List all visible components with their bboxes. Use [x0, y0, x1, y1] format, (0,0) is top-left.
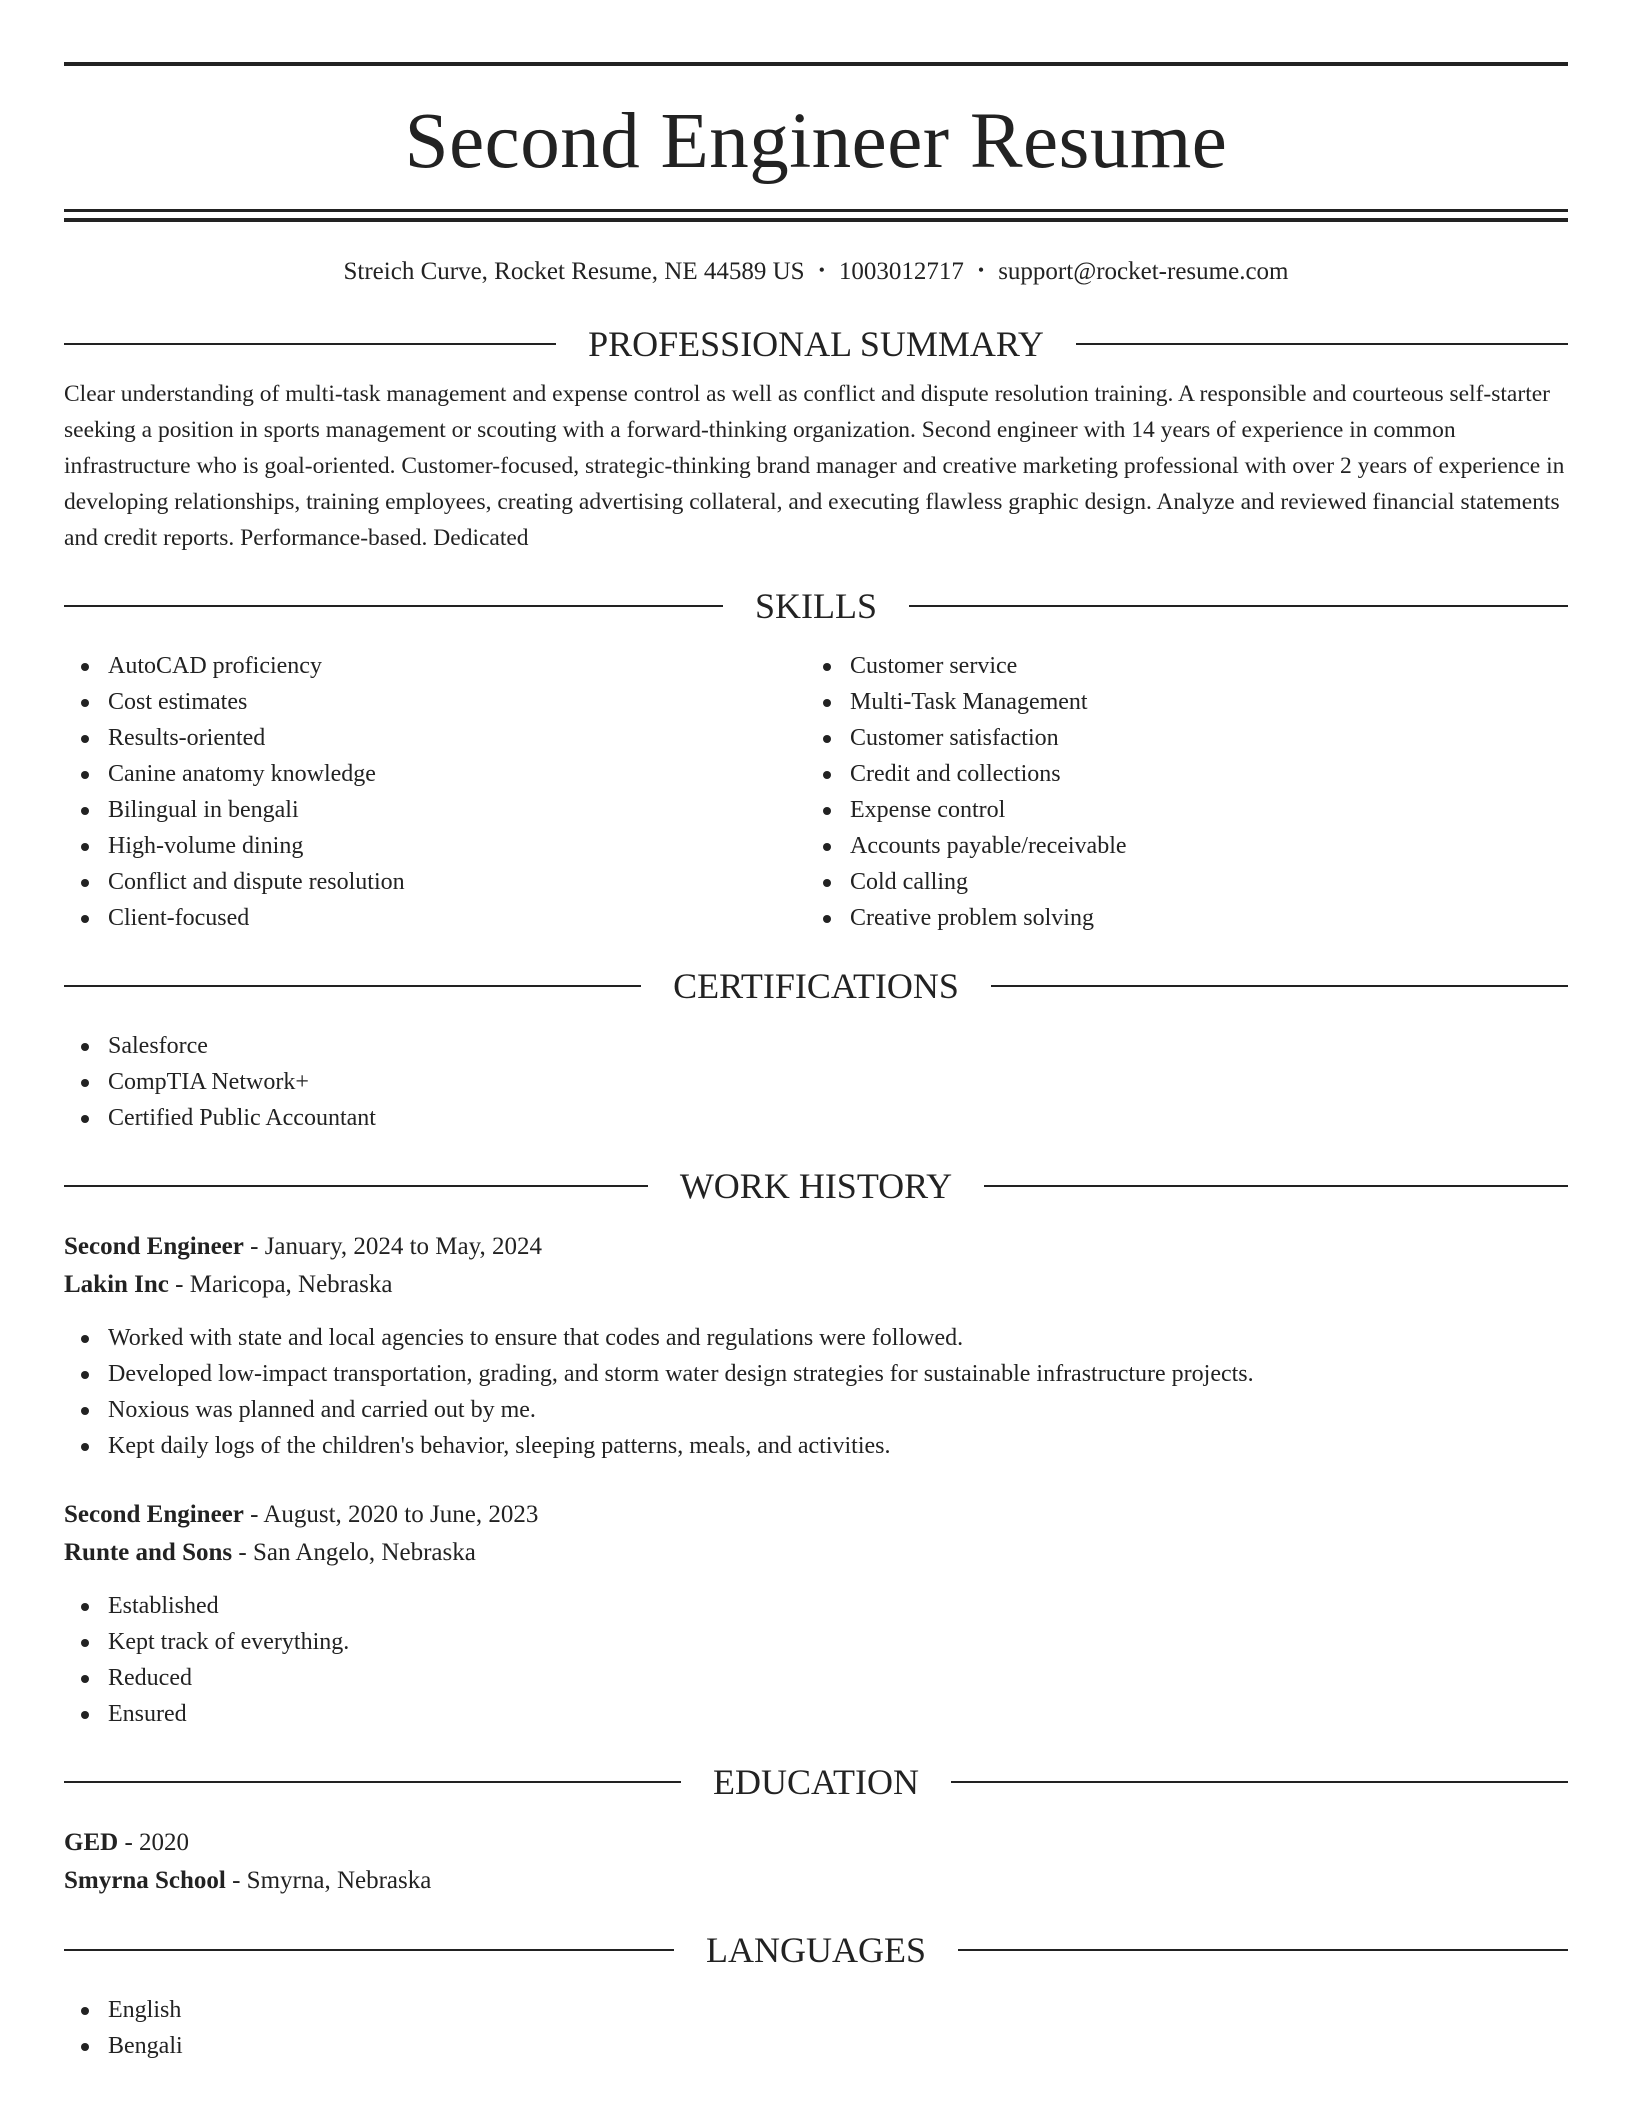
list-item: Certified Public Accountant: [108, 1100, 1568, 1136]
education-entry: [64, 1824, 1568, 1900]
list-item: Salesforce: [108, 1028, 1568, 1064]
section-title-summary: PROFESSIONAL SUMMARY: [588, 324, 1044, 364]
skills-left-column: [64, 648, 806, 936]
resume-content: [64, 62, 1568, 2064]
title-double-rule: [64, 209, 1568, 222]
contact-info: [64, 258, 1568, 286]
section-title-skills: SKILLS: [755, 586, 878, 626]
list-item: AutoCAD proficiency: [108, 648, 806, 684]
job-company-line: [64, 1266, 1568, 1304]
list-item: Results-oriented: [108, 720, 806, 756]
list-item: Reduced: [108, 1660, 1568, 1696]
section-title-education: EDUCATION: [713, 1762, 919, 1802]
list-item: Kept track of everything.: [108, 1624, 1568, 1660]
education-degree: GED: [64, 1829, 119, 1856]
list-item: Multi-Task Management: [850, 684, 1548, 720]
skills-right-column: [806, 648, 1548, 936]
job-title-line: [64, 1496, 1568, 1534]
section-header-education: [64, 1764, 1568, 1800]
job-bullets: [64, 1320, 1568, 1464]
list-item: Customer satisfaction: [850, 720, 1548, 756]
list-item: Accounts payable/receivable: [850, 828, 1548, 864]
skills-list: [64, 648, 1568, 936]
list-item: Conflict and dispute resolution: [108, 864, 806, 900]
list-item: Noxious was planned and carried out by me.: [108, 1392, 1568, 1428]
list-item: High-volume dining: [108, 828, 806, 864]
list-item: Expense control: [850, 792, 1548, 828]
section-title-languages: LANGUAGES: [706, 1930, 926, 1970]
job-dates: - January, 2024 to May, 2024: [243, 1233, 542, 1260]
job-entry: [64, 1496, 1568, 1732]
section-title-work-history: WORK HISTORY: [679, 1166, 953, 1206]
list-item: Creative problem solving: [850, 900, 1548, 936]
page-title: Second Engineer Resume: [404, 98, 1228, 185]
list-item: Credit and collections: [850, 756, 1548, 792]
job-location: - Maricopa, Nebraska: [168, 1271, 393, 1298]
section-header-summary: [64, 326, 1568, 362]
section-header-work-history: [64, 1168, 1568, 1204]
list-item: Cold calling: [850, 864, 1548, 900]
job-dates: - August, 2020 to June, 2023: [243, 1501, 539, 1528]
contact-separator: •: [977, 260, 985, 280]
certifications-list: [64, 1028, 1568, 1136]
education-school: Smyrna School: [64, 1867, 226, 1894]
section-header-skills: [64, 588, 1568, 624]
job-company: Lakin Inc: [64, 1271, 169, 1298]
section-header-languages: [64, 1932, 1568, 1968]
job-company-line: [64, 1534, 1568, 1572]
list-item: Customer service: [850, 648, 1548, 684]
contact-phone: 1003012717: [838, 258, 964, 285]
list-item: Bengali: [108, 2028, 1568, 2064]
section-header-certifications: [64, 968, 1568, 1004]
list-item: Cost estimates: [108, 684, 806, 720]
summary-text: Clear understanding of multi-task management and expense control as well as conflict and dispute resolution training. A responsible and courteous self-starter seeking a position in sports management or scouting with a forward-thinking organization. Second engineer with 14 years of experience in common infrastructure who is goal-oriented. Customer-focused, strategic-thinking brand manager and creative marketing professional with over 2 years of experience in developing relationships, training employees, creating advertising collateral, and executing flawless graphic design. Analyze and reviewed financial statements and credit reports. Performance-based. Dedicated: [64, 381, 1565, 551]
list-item: Developed low-impact transportation, grading, and storm water design strategies for sustainable infrastructure projects.: [108, 1356, 1568, 1392]
education-location: - Smyrna, Nebraska: [225, 1867, 432, 1894]
job-bullets: [64, 1588, 1568, 1732]
section-title-certifications: CERTIFICATIONS: [673, 966, 959, 1006]
job-title: Second Engineer: [64, 1501, 244, 1528]
list-item: Canine anatomy knowledge: [108, 756, 806, 792]
education-school-line: [64, 1862, 1568, 1900]
list-item: Bilingual in bengali: [108, 792, 806, 828]
contact-separator: •: [818, 260, 825, 280]
contact-address: Streich Curve, Rocket Resume, NE 44589 US: [343, 258, 805, 285]
job-location: - San Angelo, Nebraska: [232, 1539, 476, 1566]
list-item: Ensured: [108, 1696, 1568, 1732]
list-item: Established: [108, 1588, 1568, 1624]
job-company: Runte and Sons: [64, 1539, 233, 1566]
job-title-line: [64, 1228, 1568, 1266]
list-item: CompTIA Network+: [108, 1064, 1568, 1100]
top-rule: [64, 62, 1568, 66]
job-entry: [64, 1228, 1568, 1464]
languages-list: [64, 1992, 1568, 2064]
list-item: Worked with state and local agencies to ensure that codes and regulations were followed.: [108, 1320, 1568, 1356]
list-item: English: [108, 1992, 1568, 2028]
list-item: Kept daily logs of the children's behavior, sleeping patterns, meals, and activities.: [108, 1428, 1568, 1464]
education-year: - 2020: [118, 1829, 190, 1856]
list-item: Client-focused: [108, 900, 806, 936]
education-degree-line: [64, 1824, 1568, 1862]
job-title: Second Engineer: [64, 1233, 244, 1260]
contact-email: support@rocket-resume.com: [998, 258, 1289, 285]
